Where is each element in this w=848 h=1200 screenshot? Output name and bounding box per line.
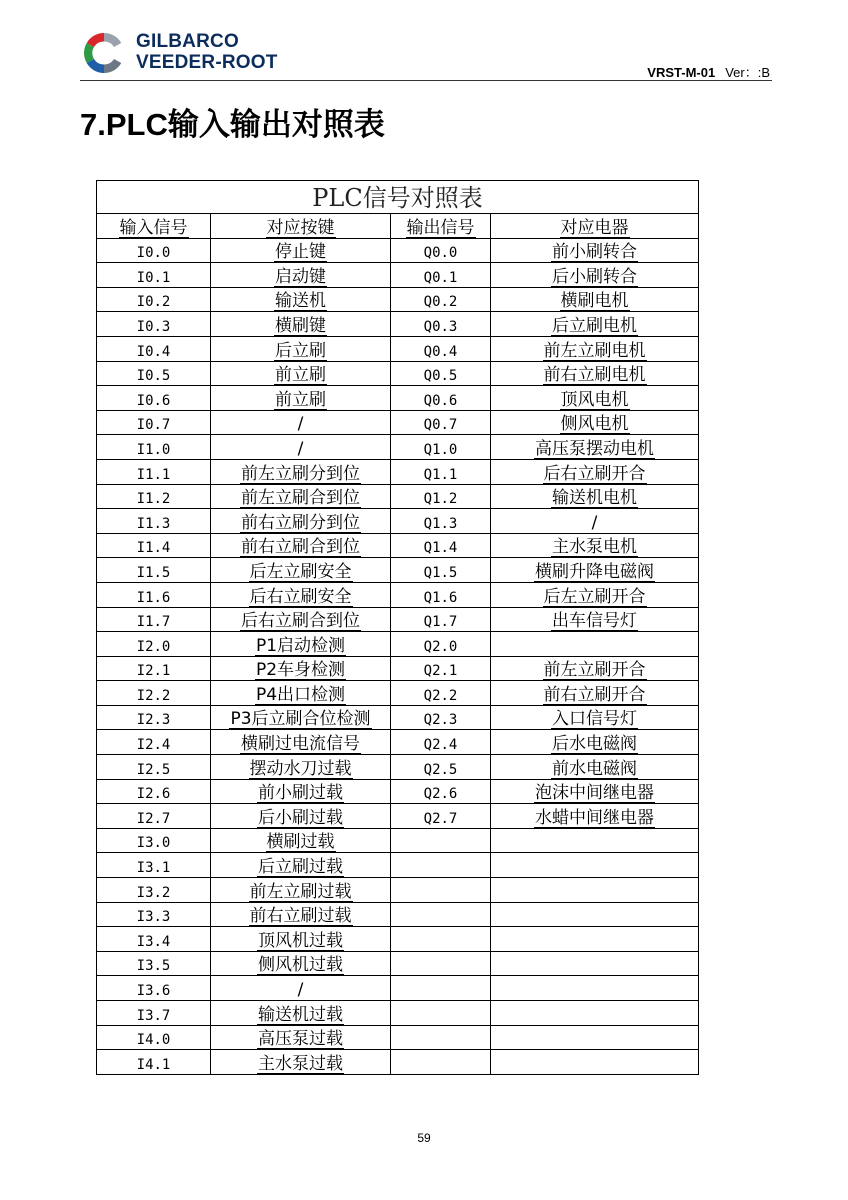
output-signal-cell: Q2.5: [391, 755, 491, 780]
mapped-device-cell: [491, 828, 699, 853]
output-signal-cell: Q2.1: [391, 656, 491, 681]
output-signal-cell: [391, 902, 491, 927]
table-row: [97, 459, 699, 484]
mapped-device-cell: [491, 951, 699, 976]
table-row: [97, 681, 699, 706]
mapped-device-cell: [491, 1001, 699, 1026]
mapped-key-cell: 摆动水刀过载: [211, 755, 391, 780]
output-signal-cell: Q1.1: [391, 459, 491, 484]
table-row: [97, 927, 699, 952]
mapped-device-cell: 后立刷电机: [491, 312, 699, 337]
header-output-signal: 输出信号: [391, 214, 491, 239]
output-signal-cell: [391, 1025, 491, 1050]
input-signal-cell: I0.5: [97, 361, 211, 386]
header-mapped-device: 对应电器: [491, 214, 699, 239]
logo-wordmark: [136, 31, 278, 73]
input-signal-cell: I2.7: [97, 804, 211, 829]
table-row: [97, 484, 699, 509]
output-signal-cell: [391, 927, 491, 952]
mapped-key-cell: 前立刷: [211, 386, 391, 411]
input-signal-cell: I2.4: [97, 730, 211, 755]
output-signal-cell: Q2.4: [391, 730, 491, 755]
input-signal-cell: I4.1: [97, 1050, 211, 1075]
mapped-device-cell: 后水电磁阀: [491, 730, 699, 755]
table-row: [97, 976, 699, 1001]
output-signal-cell: Q0.6: [391, 386, 491, 411]
table-row: [97, 607, 699, 632]
mapped-device-cell: 前小刷转合: [491, 238, 699, 263]
table-row: [97, 336, 699, 361]
mapped-key-cell: P3后立刷合位检测: [211, 705, 391, 730]
mapped-key-cell: 横刷过载: [211, 828, 391, 853]
document-code: VRST-M-01: [647, 65, 716, 80]
output-signal-cell: Q1.3: [391, 509, 491, 534]
output-signal-cell: Q2.3: [391, 705, 491, 730]
table-row: [97, 312, 699, 337]
mapped-device-cell: 出车信号灯: [491, 607, 699, 632]
input-signal-cell: I3.1: [97, 853, 211, 878]
table-row: [97, 582, 699, 607]
input-signal-cell: I2.2: [97, 681, 211, 706]
header-input-signal: 输入信号: [97, 214, 211, 239]
output-signal-cell: [391, 853, 491, 878]
header-mapped-key: 对应按键: [211, 214, 391, 239]
mapped-device-cell: 顶风电机: [491, 386, 699, 411]
mapped-key-cell: 高压泵过载: [211, 1025, 391, 1050]
mapped-key-cell: P4出口检测: [211, 681, 391, 706]
table-row: [97, 558, 699, 583]
output-signal-cell: [391, 1050, 491, 1075]
mapped-device-cell: [491, 902, 699, 927]
document-info: [647, 62, 770, 81]
output-signal-cell: Q1.0: [391, 435, 491, 460]
mapped-device-cell: 前左立刷电机: [491, 336, 699, 361]
mapped-device-cell: 泡沫中间继电器: [491, 779, 699, 804]
table-row: [97, 853, 699, 878]
input-signal-cell: I0.2: [97, 287, 211, 312]
mapped-key-cell: 横刷键: [211, 312, 391, 337]
mapped-device-cell: [491, 853, 699, 878]
input-signal-cell: I1.1: [97, 459, 211, 484]
output-signal-cell: [391, 828, 491, 853]
mapped-key-cell: 启动键: [211, 263, 391, 288]
mapped-key-cell: /: [211, 410, 391, 435]
table-row: [97, 951, 699, 976]
table-row: [97, 632, 699, 657]
table-row: [97, 509, 699, 534]
mapped-device-cell: 前左立刷开合: [491, 656, 699, 681]
output-signal-cell: Q1.5: [391, 558, 491, 583]
mapped-key-cell: 前左立刷过载: [211, 878, 391, 903]
table-row: [97, 238, 699, 263]
table-row: [97, 410, 699, 435]
input-signal-cell: I2.1: [97, 656, 211, 681]
table-row: [97, 656, 699, 681]
mapped-key-cell: 后左立刷安全: [211, 558, 391, 583]
mapped-key-cell: /: [211, 435, 391, 460]
mapped-device-cell: 侧风电机: [491, 410, 699, 435]
input-signal-cell: I0.1: [97, 263, 211, 288]
mapped-key-cell: 主水泵过载: [211, 1050, 391, 1075]
input-signal-cell: I3.5: [97, 951, 211, 976]
output-signal-cell: [391, 951, 491, 976]
mapped-key-cell: 后右立刷安全: [211, 582, 391, 607]
mapped-device-cell: /: [491, 509, 699, 534]
mapped-device-cell: [491, 1025, 699, 1050]
table-row: [97, 263, 699, 288]
table-row: [97, 730, 699, 755]
mapped-key-cell: P1启动检测: [211, 632, 391, 657]
output-signal-cell: [391, 976, 491, 1001]
company-logo: [80, 26, 280, 82]
mapped-device-cell: 后右立刷开合: [491, 459, 699, 484]
mapped-key-cell: 前立刷: [211, 361, 391, 386]
input-signal-cell: I3.0: [97, 828, 211, 853]
table-row: [97, 705, 699, 730]
table-body: [97, 238, 699, 1074]
mapped-device-cell: [491, 878, 699, 903]
mapped-key-cell: 横刷过电流信号: [211, 730, 391, 755]
mapped-device-cell: [491, 632, 699, 657]
input-signal-cell: I2.6: [97, 779, 211, 804]
output-signal-cell: [391, 878, 491, 903]
mapped-key-cell: 后小刷过载: [211, 804, 391, 829]
input-signal-cell: I1.0: [97, 435, 211, 460]
output-signal-cell: Q0.4: [391, 336, 491, 361]
output-signal-cell: Q1.2: [391, 484, 491, 509]
mapped-key-cell: /: [211, 976, 391, 1001]
mapped-device-cell: 水蜡中间继电器: [491, 804, 699, 829]
input-signal-cell: I0.7: [97, 410, 211, 435]
output-signal-cell: Q2.2: [391, 681, 491, 706]
mapped-device-cell: 后左立刷开合: [491, 582, 699, 607]
output-signal-cell: Q0.1: [391, 263, 491, 288]
mapped-key-cell: 后立刷过载: [211, 853, 391, 878]
logo-line-2: VEEDER-ROOT: [136, 52, 278, 73]
output-signal-cell: Q0.5: [391, 361, 491, 386]
mapped-device-cell: [491, 976, 699, 1001]
table-row: [97, 1025, 699, 1050]
table-row: [97, 1001, 699, 1026]
output-signal-cell: Q1.4: [391, 533, 491, 558]
output-signal-cell: Q1.7: [391, 607, 491, 632]
gilbarco-logo-icon: [80, 29, 128, 77]
input-signal-cell: I1.3: [97, 509, 211, 534]
mapped-device-cell: [491, 1050, 699, 1075]
input-signal-cell: I3.4: [97, 927, 211, 952]
table-header-row: [97, 214, 699, 239]
mapped-key-cell: 输送机过载: [211, 1001, 391, 1026]
output-signal-cell: Q2.7: [391, 804, 491, 829]
mapped-device-cell: 主水泵电机: [491, 533, 699, 558]
mapped-device-cell: 前右立刷开合: [491, 681, 699, 706]
mapped-key-cell: 停止键: [211, 238, 391, 263]
table-row: [97, 804, 699, 829]
mapped-device-cell: 前水电磁阀: [491, 755, 699, 780]
input-signal-cell: I1.7: [97, 607, 211, 632]
table-row: [97, 386, 699, 411]
output-signal-cell: Q0.0: [391, 238, 491, 263]
output-signal-cell: [391, 1001, 491, 1026]
mapped-device-cell: 输送机电机: [491, 484, 699, 509]
table-row: [97, 435, 699, 460]
output-signal-cell: Q1.6: [391, 582, 491, 607]
mapped-key-cell: 输送机: [211, 287, 391, 312]
output-signal-cell: Q0.2: [391, 287, 491, 312]
input-signal-cell: I3.7: [97, 1001, 211, 1026]
table-row: [97, 902, 699, 927]
mapped-key-cell: 前左立刷合到位: [211, 484, 391, 509]
mapped-device-cell: 前右立刷电机: [491, 361, 699, 386]
mapped-device-cell: 高压泵摆动电机: [491, 435, 699, 460]
table-row: [97, 1050, 699, 1075]
input-signal-cell: I3.6: [97, 976, 211, 1001]
table-row: [97, 755, 699, 780]
input-signal-cell: I0.4: [97, 336, 211, 361]
input-signal-cell: I2.3: [97, 705, 211, 730]
input-signal-cell: I1.6: [97, 582, 211, 607]
mapped-key-cell: P2车身检测: [211, 656, 391, 681]
input-signal-cell: I2.0: [97, 632, 211, 657]
table-row: [97, 828, 699, 853]
mapped-device-cell: 入口信号灯: [491, 705, 699, 730]
mapped-device-cell: 横刷电机: [491, 287, 699, 312]
input-signal-cell: I2.5: [97, 755, 211, 780]
table-row: [97, 361, 699, 386]
output-signal-cell: Q0.3: [391, 312, 491, 337]
plc-signal-table: [96, 180, 699, 1075]
mapped-key-cell: 后右立刷合到位: [211, 607, 391, 632]
mapped-key-cell: 侧风机过载: [211, 951, 391, 976]
input-signal-cell: I0.3: [97, 312, 211, 337]
input-signal-cell: I3.3: [97, 902, 211, 927]
document-version: Ver：:B: [725, 65, 770, 80]
output-signal-cell: Q0.7: [391, 410, 491, 435]
input-signal-cell: I1.4: [97, 533, 211, 558]
table-row: [97, 533, 699, 558]
input-signal-cell: I0.6: [97, 386, 211, 411]
mapped-device-cell: 横刷升降电磁阀: [491, 558, 699, 583]
mapped-key-cell: 前右立刷合到位: [211, 533, 391, 558]
mapped-key-cell: 前右立刷分到位: [211, 509, 391, 534]
input-signal-cell: I1.2: [97, 484, 211, 509]
table-row: [97, 878, 699, 903]
output-signal-cell: Q2.6: [391, 779, 491, 804]
input-signal-cell: I4.0: [97, 1025, 211, 1050]
mapped-key-cell: 顶风机过载: [211, 927, 391, 952]
table-row: [97, 287, 699, 312]
mapped-key-cell: 前小刷过载: [211, 779, 391, 804]
input-signal-cell: I3.2: [97, 878, 211, 903]
page-number: 59: [417, 1131, 431, 1145]
logo-line-1: GILBARCO: [136, 31, 239, 52]
input-signal-cell: I1.5: [97, 558, 211, 583]
page-title: 7.PLC输入输出对照表: [80, 107, 385, 142]
mapped-key-cell: 后立刷: [211, 336, 391, 361]
input-signal-cell: I0.0: [97, 238, 211, 263]
mapped-key-cell: 前右立刷过载: [211, 902, 391, 927]
mapped-device-cell: [491, 927, 699, 952]
mapped-device-cell: 后小刷转合: [491, 263, 699, 288]
output-signal-cell: Q2.0: [391, 632, 491, 657]
mapped-key-cell: 前左立刷分到位: [211, 459, 391, 484]
table-caption: PLC信号对照表: [97, 181, 699, 214]
header-divider: [80, 80, 772, 81]
table-row: [97, 779, 699, 804]
